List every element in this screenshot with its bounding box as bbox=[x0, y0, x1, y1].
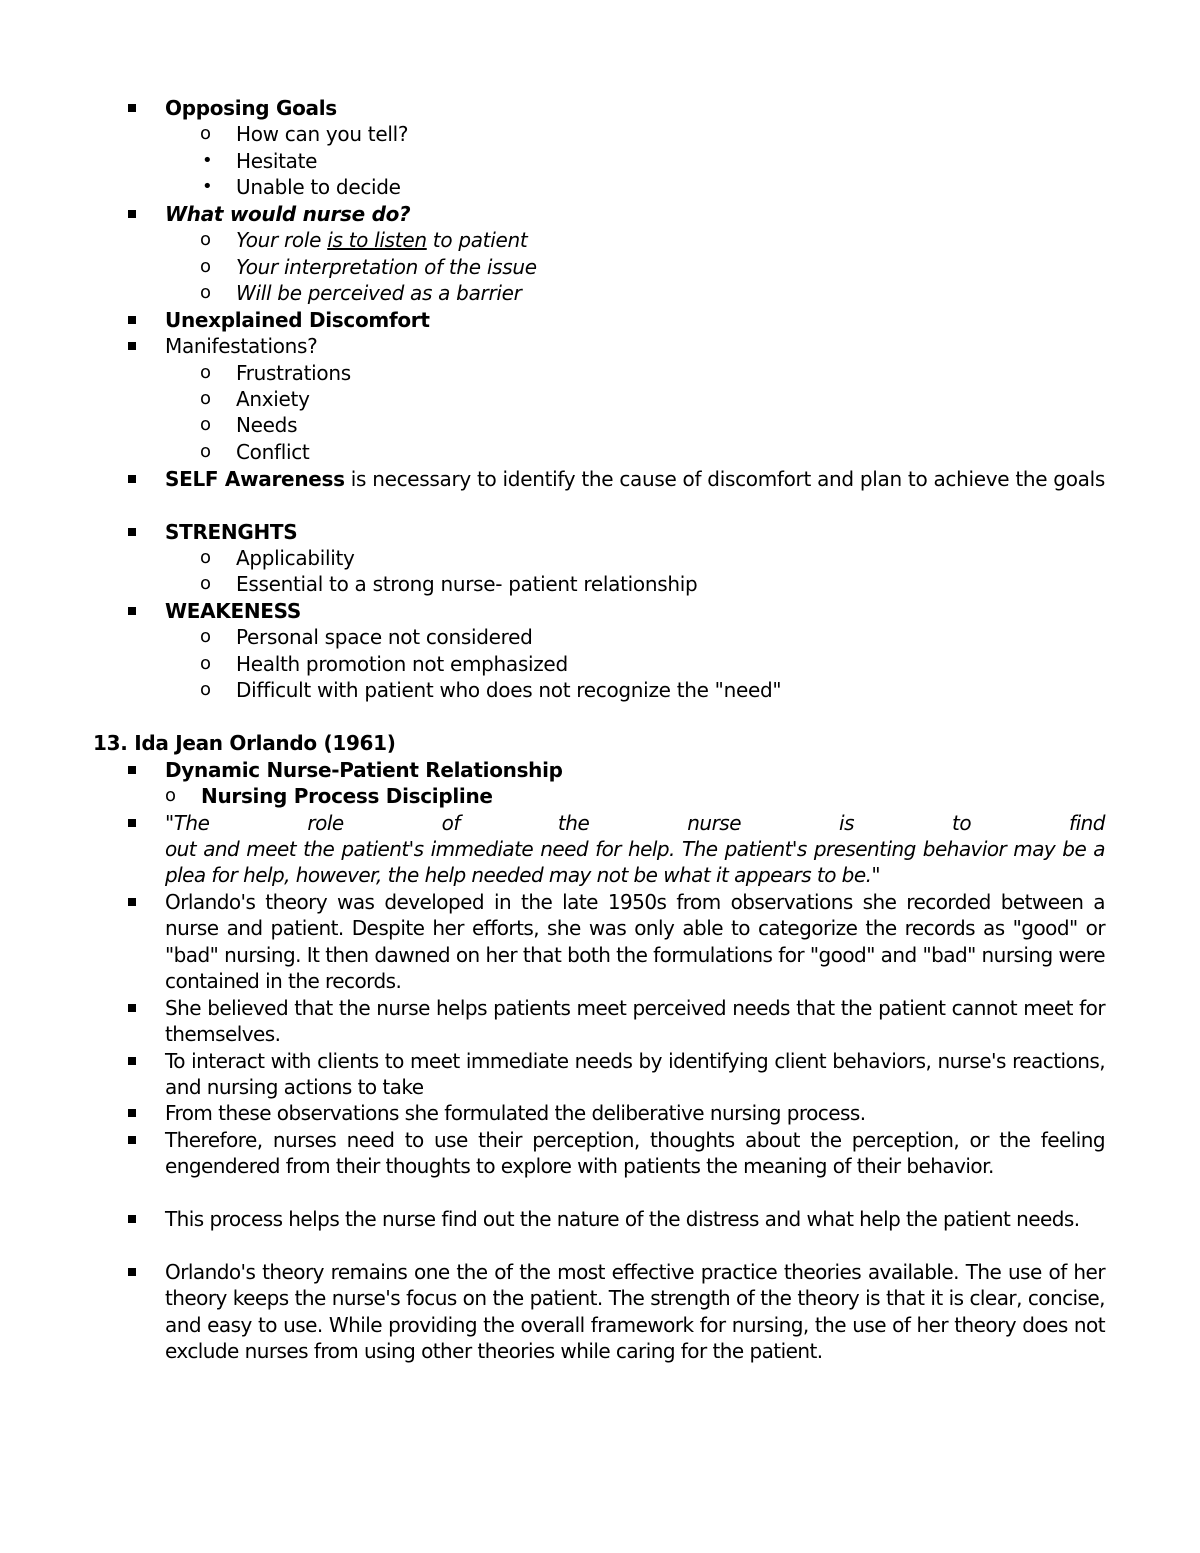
bullet-dot-icon: • bbox=[202, 176, 213, 197]
bullet-square-icon bbox=[128, 1109, 136, 1117]
item-health-promotion: Health promotion not emphasized bbox=[236, 652, 568, 676]
item-what-would-nurse-do: What would nurse do? bbox=[165, 202, 411, 226]
item-opposing-goals: Opposing Goals bbox=[165, 96, 337, 120]
your-role-suffix: to patient bbox=[426, 228, 528, 252]
paragraph-this-process: This process helps the nurse find out the nature of the distress and what help the patient needs. bbox=[165, 1207, 1080, 1231]
bullet-square-icon bbox=[128, 104, 136, 112]
bullet-circle-icon: o bbox=[200, 229, 211, 250]
item-needs: Needs bbox=[236, 413, 298, 437]
item-hesitate: Hesitate bbox=[236, 149, 318, 173]
item-your-role bbox=[236, 227, 527, 253]
bullet-dot-icon: • bbox=[202, 150, 213, 171]
your-role-underlined: is to listen bbox=[327, 228, 427, 252]
paragraph-she-believed: She believed that the nurse helps patients meet perceived needs that the patient cannot meet for themselves. bbox=[165, 996, 1105, 1047]
bullet-circle-icon: o bbox=[200, 256, 211, 277]
bullet-square-icon bbox=[128, 819, 136, 827]
item-personal-space: Personal space not considered bbox=[236, 625, 533, 649]
bullet-circle-icon: o bbox=[200, 547, 211, 568]
bullet-square-icon bbox=[128, 1136, 136, 1144]
bullet-square-icon bbox=[128, 316, 136, 324]
quote-first-line: "The role of the nurse is to find bbox=[165, 811, 1105, 835]
bullet-square-icon bbox=[128, 607, 136, 615]
bullet-square-icon bbox=[128, 1004, 136, 1012]
quote-rest: out and meet the patient's immediate need for help. The patient's presenting behavior may be a plea for help, however, the help needed may not be what it appears to be." bbox=[165, 837, 1105, 888]
item-anxiety: Anxiety bbox=[236, 387, 310, 411]
bullet-square-icon bbox=[128, 1057, 136, 1065]
bullet-circle-icon: o bbox=[165, 785, 176, 806]
item-self-awareness bbox=[165, 466, 1105, 492]
item-difficult: Difficult with patient who does not recognize the "need" bbox=[236, 678, 782, 702]
item-how-can-you-tell: How can you tell? bbox=[236, 122, 409, 146]
bullet-circle-icon: o bbox=[200, 282, 211, 303]
section-heading-orlando: 13. Ida Jean Orlando (1961) bbox=[93, 731, 396, 755]
item-essential: Essential to a strong nurse- patient relationship bbox=[236, 572, 698, 596]
item-weakeness: WEAKENESS bbox=[165, 599, 301, 623]
bullet-square-icon bbox=[128, 475, 136, 483]
paragraph-theory-remains: Orlando's theory remains one the of the most effective practice theories available. The use of her theory keeps the nurse's focus on the patient. The strength of the theory is that it is clear, concise, and easy to use. While providing the overall framework for nursing, the use of her theory does not exclude nurses from using other theories while caring for the patient. bbox=[165, 1260, 1105, 1364]
bullet-circle-icon: o bbox=[200, 414, 211, 435]
bullet-square-icon bbox=[128, 528, 136, 536]
paragraph-therefore: Therefore, nurses need to use their perception, thoughts about the perception, or the feeling engendered from their thoughts to explore with patients the meaning of their behavior. bbox=[165, 1128, 1105, 1179]
item-manifestations: Manifestations? bbox=[165, 334, 318, 358]
item-nursing-process-discipline: Nursing Process Discipline bbox=[201, 784, 493, 808]
bullet-circle-icon: o bbox=[200, 679, 211, 700]
item-dynamic-relationship: Dynamic Nurse-Patient Relationship bbox=[165, 758, 563, 782]
bullet-square-icon bbox=[128, 766, 136, 774]
bullet-square-icon bbox=[128, 1215, 136, 1223]
item-conflict: Conflict bbox=[236, 440, 310, 464]
item-strenghts: STRENGHTS bbox=[165, 520, 298, 544]
your-role-prefix: Your role bbox=[236, 228, 328, 252]
item-will-be-perceived: Will be perceived as a barrier bbox=[236, 281, 522, 305]
bullet-square-icon bbox=[128, 898, 136, 906]
paragraph-theory-developed: Orlando's theory was developed in the late 1950s from observations she recorded between a nurse and patient. Despite her efforts, she was only able to categorize the records as "good" or "bad" nursing. It then dawned on her that both the formulations for "good" and "bad" nursing were contained in the records. bbox=[165, 890, 1105, 994]
self-awareness-label: SELF Awareness bbox=[165, 467, 345, 491]
bullet-circle-icon: o bbox=[200, 441, 211, 462]
bullet-circle-icon: o bbox=[200, 573, 211, 594]
item-your-interpretation: Your interpretation of the issue bbox=[236, 255, 537, 279]
bullet-circle-icon: o bbox=[200, 626, 211, 647]
item-applicability: Applicability bbox=[236, 546, 355, 570]
bullet-square-icon bbox=[128, 342, 136, 350]
bullet-square-icon bbox=[128, 210, 136, 218]
bullet-circle-icon: o bbox=[200, 362, 211, 383]
item-unable-to-decide: Unable to decide bbox=[236, 175, 401, 199]
paragraph-to-interact: To interact with clients to meet immediate needs by identifying client behaviors, nurse's reactions, and nursing actions to take bbox=[165, 1049, 1105, 1100]
item-frustrations: Frustrations bbox=[236, 361, 351, 385]
bullet-circle-icon: o bbox=[200, 123, 211, 144]
bullet-circle-icon: o bbox=[200, 653, 211, 674]
paragraph-from-these-observations: From these observations she formulated the deliberative nursing process. bbox=[165, 1101, 866, 1125]
bullet-square-icon bbox=[128, 1268, 136, 1276]
item-unexplained-discomfort: Unexplained Discomfort bbox=[165, 308, 430, 332]
bullet-circle-icon: o bbox=[200, 388, 211, 409]
self-awareness-text: is necessary to identify the cause of discomfort and plan to achieve the goals bbox=[344, 467, 1105, 491]
